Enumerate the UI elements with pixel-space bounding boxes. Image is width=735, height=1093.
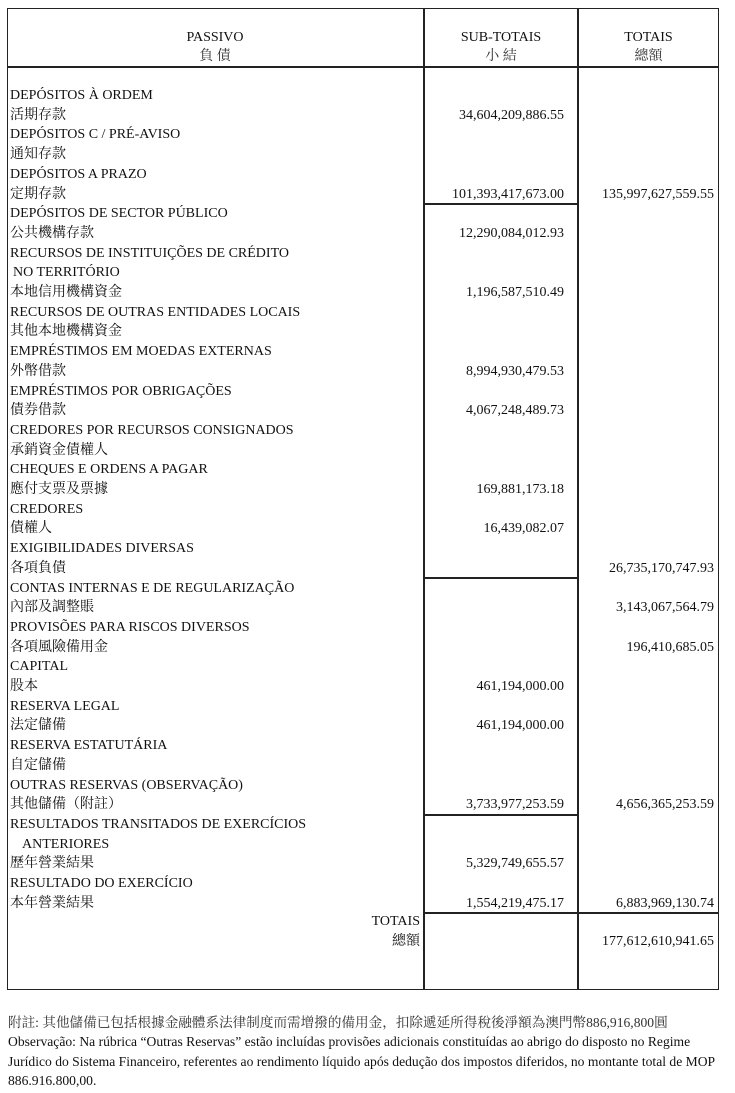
row-label: CREDORES [10, 501, 84, 517]
table-row [0, 519, 735, 539]
row-label: 各項負債 [10, 560, 66, 576]
row-subtotal: 4,067,248,489.73 [466, 403, 564, 419]
table-row [0, 657, 735, 677]
header-totais-label: TOTAIS [624, 30, 673, 45]
header-passivo-label-zh: 負 債 [199, 49, 231, 64]
table-row [0, 165, 735, 185]
table-row [0, 854, 735, 874]
row-subtotal: 169,881,173.18 [476, 482, 564, 497]
table-row [0, 579, 735, 599]
row-label: 其他儲備（附註） [10, 797, 122, 813]
row-total: 196,410,685.05 [626, 639, 714, 655]
row-label: 債權人 [10, 521, 52, 537]
table-row [0, 598, 735, 618]
row-subtotal: 5,329,749,655.57 [466, 856, 564, 872]
table-row [0, 224, 735, 244]
row-label: 通知存款 [10, 147, 66, 163]
row-label: 歷年營業結果 [10, 856, 94, 872]
table-row [0, 776, 735, 796]
row-subtotal: 461,194,000.00 [476, 718, 564, 734]
table-row [0, 322, 735, 342]
row-label: 各項風險備用金 [10, 639, 108, 655]
row-label: 本年營業結果 [10, 895, 94, 911]
row-subtotal: 16,439,082.07 [483, 521, 564, 537]
row-label: RESULTADO DO EXERCÍCIO [10, 876, 193, 891]
row-total: 135,997,627,559.55 [602, 186, 714, 202]
row-label: 法定儲備 [10, 718, 66, 734]
row-label: OUTRAS RESERVAS (OBSERVAÇÃO) [10, 777, 243, 793]
row-label: 其他本地機構資金 [10, 324, 122, 340]
row-label: RECURSOS DE INSTITUIÇÕES DE CRÉDITO [10, 245, 289, 261]
table-row [0, 441, 735, 461]
header-totais-label-zh: 總額 [634, 49, 663, 64]
table-row [0, 244, 735, 264]
table-row [0, 362, 735, 382]
header-subtotais [424, 28, 578, 66]
row-total: 26,735,170,747.93 [609, 560, 714, 576]
header-subtotais-label: SUB-TOTAIS [460, 30, 542, 45]
row-subtotal: 101,393,417,673.00 [452, 186, 564, 202]
table-row [0, 894, 735, 914]
table-row [0, 86, 735, 106]
table-row [0, 303, 735, 323]
table-row [0, 795, 735, 815]
table-row [0, 874, 735, 894]
header-passivo-label: PASSIVO [186, 30, 244, 45]
row-total: 6,883,969,130.74 [616, 895, 714, 911]
table-row [0, 125, 735, 145]
row-label: DEPÓSITOS C / PRÉ-AVISO [10, 127, 181, 143]
row-label: 承銷資金債權人 [10, 442, 108, 458]
row-label: EMPRÉSTIMOS POR OBRIGAÇÕES [10, 383, 232, 399]
row-label: RECURSOS DE OUTRAS ENTIDADES LOCAIS [10, 304, 301, 320]
table-row [0, 618, 735, 638]
row-label: EXIGIBILIDADES DIVERSAS [10, 541, 194, 557]
table-row [0, 638, 735, 658]
table-row [0, 145, 735, 165]
row-subtotal: 34,604,209,886.55 [459, 107, 564, 123]
footnote [8, 1013, 733, 1090]
table-row [0, 401, 735, 421]
row-label: ANTERIORES [22, 836, 110, 852]
table-row [0, 559, 735, 579]
row-total: 3,143,067,564.79 [616, 600, 714, 616]
row-label: 股本 [10, 679, 38, 694]
header-totais [578, 28, 719, 66]
row-subtotal: 3,733,977,253.59 [466, 797, 564, 813]
header-subtotais-label-zh: 小 結 [485, 49, 517, 64]
row-label: RESERVA LEGAL [10, 698, 120, 714]
table-row [0, 539, 735, 559]
row-label: CHEQUES E ORDENS A PAGAR [10, 462, 208, 478]
row-subtotal: 12,290,084,012.93 [459, 225, 564, 241]
row-subtotal: 8,994,930,479.53 [466, 363, 564, 379]
row-label: NO TERRITÓRIO [13, 265, 120, 281]
table-row [0, 697, 735, 717]
table-row [0, 736, 735, 756]
row-total: 4,656,365,253.59 [616, 797, 714, 813]
row-subtotal: 461,194,000.00 [476, 679, 564, 694]
row-label: 活期存款 [10, 107, 66, 123]
row-label: 內部及調整賬 [10, 600, 94, 616]
row-label: 債券借款 [10, 403, 66, 419]
row-label: CONTAS INTERNAS E DE REGULARIZAÇÃO [10, 580, 295, 596]
table-row [0, 500, 735, 520]
row-subtotal: 1,196,587,510.49 [466, 285, 564, 300]
footnote-zh: 附註: 其他儲備已包括根據金融體系法律制度而需增撥的備用金，扣除遞延所得稅後淨額為澳門幣886,916,800圓 [8, 1015, 668, 1030]
row-label: 自定儲備 [10, 757, 66, 773]
footnote-pt: Observação: Na rúbrica “Outras Reservas” estão incluídas provisões adicionais constituídas ao abrigo do disposto no Regime Jurídico do Sistema Financeiro, referentes ao rendimento líquido após dedução dos impostos diferidos, no montante total de MOP 886.916.800,00. [8, 1034, 715, 1088]
table-row [0, 460, 735, 480]
table-row [0, 382, 735, 402]
row-label: CAPITAL [10, 659, 68, 675]
table-row [0, 677, 735, 697]
grand-total-label: TOTAIS [371, 914, 420, 929]
row-label: DEPÓSITOS A PRAZO [10, 166, 147, 182]
table-row [0, 421, 735, 441]
table-row [0, 185, 735, 205]
row-label: EMPRÉSTIMOS EM MOEDAS EXTERNAS [10, 344, 272, 360]
table-row [0, 480, 735, 500]
row-subtotal: 1,554,219,475.17 [466, 895, 564, 911]
row-label: 外幣借款 [10, 363, 66, 379]
grand-total-label-zh: 總額 [392, 934, 420, 949]
row-label: 本地信用機構資金 [10, 285, 122, 300]
table-row [0, 756, 735, 776]
table-row [0, 263, 735, 283]
row-label: DEPÓSITOS DE SECTOR PÚBLICO [10, 206, 228, 222]
table-row [0, 342, 735, 362]
table-row [0, 204, 735, 224]
header-divider [7, 66, 719, 68]
table-row [0, 835, 735, 855]
table-row [0, 106, 735, 126]
row-label: 應付支票及票據 [10, 482, 108, 497]
table-row [0, 283, 735, 303]
row-label: CREDORES POR RECURSOS CONSIGNADOS [10, 422, 294, 438]
table-row [0, 716, 735, 736]
row-label: RESULTADOS TRANSITADOS DE EXERCÍCIOS [10, 816, 307, 832]
row-label: DEPÓSITOS À ORDEM [10, 88, 153, 103]
header-passivo [7, 28, 423, 66]
row-label: 定期存款 [10, 186, 66, 202]
row-label: 公共機構存款 [10, 225, 94, 241]
grand-total-value: 177,612,610,941.65 [602, 934, 714, 949]
table-row [0, 815, 735, 835]
row-label: RESERVA ESTATUTÁRIA [10, 738, 168, 754]
row-label: PROVISÕES PARA RISCOS DIVERSOS [10, 619, 250, 635]
